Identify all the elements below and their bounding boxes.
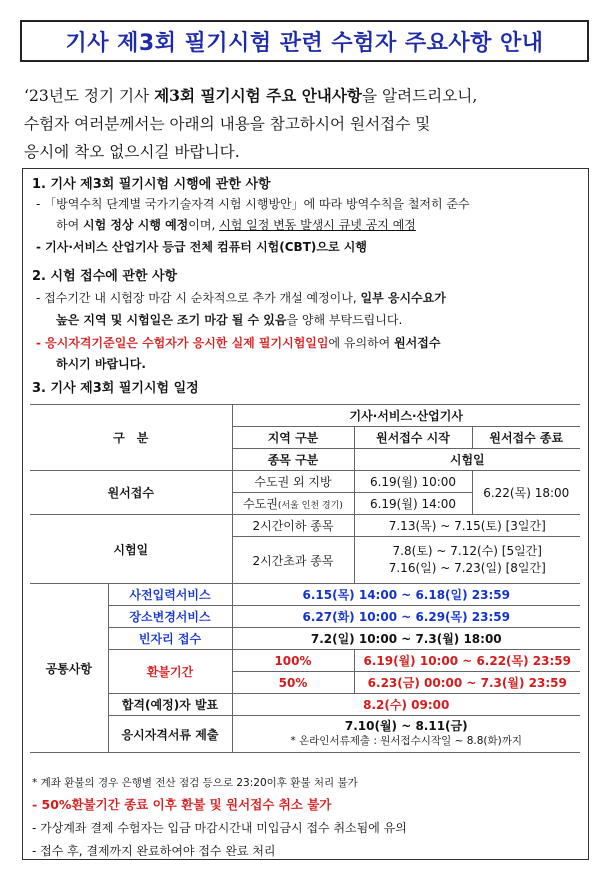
reg-row2-region-small: (서울 인천 경기)	[277, 501, 343, 511]
s1-bold: 시험 정상 시행 예정	[83, 218, 189, 232]
section2-item1-line1	[36, 289, 446, 306]
section2-title: 2. 시험 접수에 관한 사항	[32, 269, 178, 284]
reg-row1-start: 6.19(월) 10:00	[354, 471, 472, 493]
header-grade: 기사·서비스·산업기사	[232, 405, 580, 427]
docs-label: 응시자격서류 제출	[108, 716, 232, 753]
header-reg-end: 원서접수 종료	[472, 427, 580, 449]
pass-date: 8.2(수) 09:00	[232, 694, 580, 716]
refund-100-label: 100%	[232, 650, 354, 672]
reg-row2-region	[232, 493, 354, 515]
note-2: - 50%환불기간 종료 이후 환불 및 원서접수 취소 불가	[32, 797, 332, 812]
section1-item1-line2	[56, 216, 416, 233]
change-site-label: 장소변경서비스	[108, 606, 232, 628]
exam-row1-date: 7.13(목) ~ 7.15(토) [3일간]	[354, 515, 580, 537]
note-3: - 가상계좌 결제 수험자는 입금 마감시간내 미입금시 접수 취소됨에 유의	[32, 821, 407, 835]
intro-line-3: 응시에 착오 없으시길 바랍니다.	[24, 143, 240, 161]
s2-bold3: 원서접수	[394, 336, 441, 350]
pass-label: 합격(예정)자 발표	[108, 694, 232, 716]
section1-item1-line1: - 「방역수칙 단계별 국가기술자격 시험 시행방안」에 따라 방역수칙을 철저히 준수	[36, 197, 470, 211]
s2-bold: 일부 응시수요가	[360, 291, 446, 305]
refund-label: 환불기간	[108, 650, 232, 694]
exam-row1-type: 2시간이하 종목	[232, 515, 354, 537]
section3-title: 3. 기사 제3회 필기시험 일정	[32, 381, 199, 396]
exam-label: 시험일	[30, 515, 232, 584]
reg-row2-region-text: 수도권	[243, 497, 278, 511]
exam-row2-dates	[354, 537, 580, 584]
header-exam-day: 시험일	[354, 449, 580, 471]
s2-text2: 을 양해 부탁드립니다.	[286, 313, 403, 327]
header-type: 종목 구분	[232, 449, 354, 471]
schedule-table	[30, 404, 580, 753]
exam-row2-date2: 7.16(일) ~ 7.23(일) [8일간]	[388, 561, 546, 575]
intro-paragraph	[24, 82, 590, 166]
s2-text3: 에 유의하여	[328, 336, 395, 350]
note-4: - 접수 후, 결제까지 완료하여야 접수 완료 처리	[32, 844, 276, 858]
docs-date: 7.10(월) ~ 8.11(금)	[344, 719, 468, 733]
section2-item2-line1	[36, 334, 440, 351]
notice-title: 기사 제3회 필기시험 관련 수험자 주요사항 안내	[65, 30, 544, 56]
exam-row2-date1: 7.8(토) ~ 7.12(수) [5일간]	[392, 544, 542, 558]
pre-input-date: 6.15(목) 14:00 ~ 6.18(일) 23:59	[232, 584, 580, 606]
docs-cell	[232, 716, 580, 753]
docs-note: * 온라인서류제출 : 원서접수시작일 ~ 8.8(화)까지	[290, 735, 523, 747]
vacancy-date: 7.2(일) 10:00 ~ 7.3(월) 18:00	[232, 628, 580, 650]
section2-item1-line2	[56, 311, 402, 328]
header-reg-start: 원서접수 시작	[354, 427, 472, 449]
intro-line-2: 수험자 여러분께서는 아래의 내용을 참고하시어 원서접수 및	[24, 115, 431, 133]
note-1: * 계좌 환불의 경우 은행별 전산 점검 등으로 23:20이후 환불 처리 불가	[32, 777, 358, 789]
reg-row2-start: 6.19(월) 14:00	[354, 493, 472, 515]
reg-end: 6.22(목) 18:00	[472, 471, 580, 515]
exam-row2-type: 2시간초과 종목	[232, 537, 354, 584]
s2-text: - 접수기간 내 시험장 마감 시 순차적으로 추가 개설 예정이나,	[36, 291, 361, 305]
refund-100-date: 6.19(월) 10:00 ~ 6.22(목) 23:59	[354, 650, 580, 672]
s1-text2: 이며,	[188, 218, 220, 232]
s1-text: 하여	[56, 218, 83, 232]
notice-title-box	[20, 20, 589, 62]
intro-line-1	[24, 82, 590, 110]
change-site-date: 6.27(화) 10:00 ~ 6.29(목) 23:59	[232, 606, 580, 628]
section1-title: 1. 기사 제3회 필기시험 시행에 관한 사항	[32, 177, 271, 192]
pre-input-label: 사전입력서비스	[108, 584, 232, 606]
section1-item2: - 기사·서비스 산업기사 등급 전체 컴퓨터 시험(CBT)으로 시행	[36, 240, 367, 254]
refund-50-label: 50%	[232, 672, 354, 694]
intro-bold-text: 제3회 필기시험 주요 안내사항	[154, 86, 362, 105]
reg-label: 원서접수	[30, 471, 232, 515]
intro-text-rest: 을 알려드리오니,	[361, 87, 478, 105]
intro-text: ‘23년도 정기 기사	[24, 87, 155, 105]
s1-underlined: 시험 일정 변동 발생시 큐넷 공지 예정	[219, 218, 416, 232]
reg-row1-region: 수도권 외 지방	[232, 471, 354, 493]
common-label: 공통사항	[30, 584, 108, 753]
header-gubun: 구 분	[30, 405, 232, 471]
header-region: 지역 구분	[232, 427, 354, 449]
s2-red: - 응시자격기준일은 수험자가 응시한 실제 필기시험일임	[36, 336, 329, 350]
refund-50-date: 6.23(금) 00:00 ~ 7.3(월) 23:59	[354, 672, 580, 694]
section2-item2-line2: 하시기 바랍니다.	[56, 357, 146, 371]
vacancy-label: 빈자리 접수	[108, 628, 232, 650]
s2-bold2: 높은 지역 및 시험일은 조기 마감 될 수 있음	[56, 313, 287, 327]
